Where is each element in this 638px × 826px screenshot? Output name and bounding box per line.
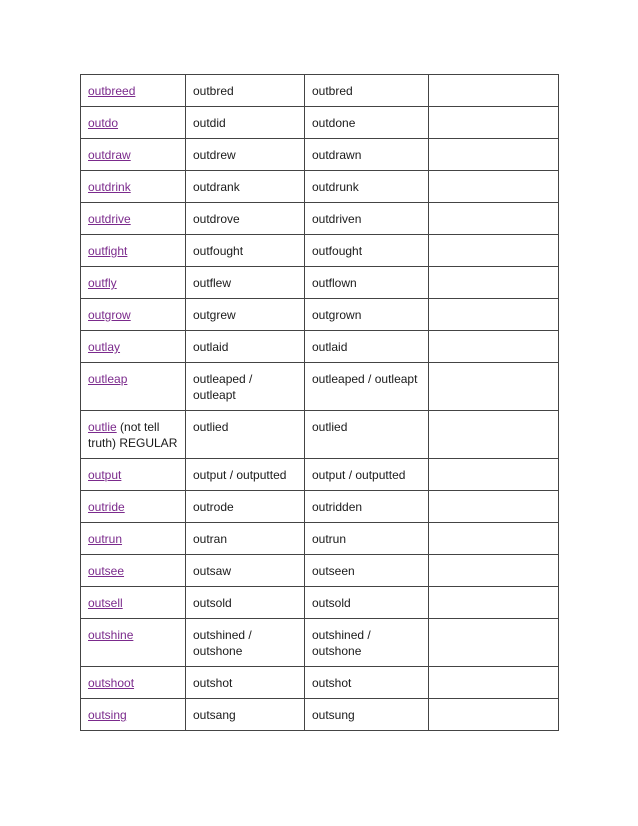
table-row [81, 699, 559, 731]
base-form-cell [81, 619, 186, 667]
verb-link[interactable]: outshine [88, 628, 134, 642]
verb-link[interactable]: outsee [88, 564, 125, 578]
verb-link[interactable]: outfly [88, 276, 117, 290]
verb-link[interactable]: outlie [88, 420, 117, 434]
verb-link[interactable]: outlay [88, 340, 121, 354]
empty-cell [429, 523, 559, 555]
base-form-cell [81, 491, 186, 523]
empty-cell [429, 203, 559, 235]
base-form-cell [81, 299, 186, 331]
past-tense-cell: outsang [186, 699, 305, 731]
empty-cell [429, 459, 559, 491]
past-participle-cell: outdone [305, 107, 429, 139]
past-tense-cell: outdrank [186, 171, 305, 203]
past-tense-cell: outlied [186, 411, 305, 459]
table-row [81, 331, 559, 363]
base-form-cell [81, 699, 186, 731]
table-row [81, 107, 559, 139]
table-row [81, 523, 559, 555]
verb-link[interactable]: outrun [88, 532, 123, 546]
table-row [81, 203, 559, 235]
past-tense-cell: outflew [186, 267, 305, 299]
verb-link[interactable]: outdrink [88, 180, 131, 194]
past-tense-cell: outdid [186, 107, 305, 139]
base-form-cell [81, 363, 186, 411]
base-form-cell [81, 203, 186, 235]
table-row [81, 75, 559, 107]
past-tense-cell: outshined / outshone [186, 619, 305, 667]
past-participle-cell: outlaid [305, 331, 429, 363]
verb-link[interactable]: outbreed [88, 84, 136, 98]
past-participle-cell: outgrown [305, 299, 429, 331]
base-form-cell [81, 523, 186, 555]
past-participle-cell: outleaped / outleapt [305, 363, 429, 411]
past-tense-cell: outsold [186, 587, 305, 619]
past-participle-cell: outsold [305, 587, 429, 619]
empty-cell [429, 555, 559, 587]
past-participle-cell: outbred [305, 75, 429, 107]
past-tense-cell: outbred [186, 75, 305, 107]
empty-cell [429, 267, 559, 299]
verb-link[interactable]: outfight [88, 244, 128, 258]
base-form-cell [81, 171, 186, 203]
empty-cell [429, 107, 559, 139]
empty-cell [429, 587, 559, 619]
verb-link[interactable]: outsell [88, 596, 123, 610]
past-tense-cell: outfought [186, 235, 305, 267]
base-form-cell [81, 555, 186, 587]
past-participle-cell: outshot [305, 667, 429, 699]
past-participle-cell: outrun [305, 523, 429, 555]
past-tense-cell: outsaw [186, 555, 305, 587]
past-tense-cell: outshot [186, 667, 305, 699]
past-participle-cell: outdrawn [305, 139, 429, 171]
empty-cell [429, 75, 559, 107]
table-row [81, 171, 559, 203]
base-form-cell [81, 587, 186, 619]
past-participle-cell: outseen [305, 555, 429, 587]
empty-cell [429, 299, 559, 331]
base-form-cell [81, 75, 186, 107]
past-participle-cell: outshined / outshone [305, 619, 429, 667]
past-tense-cell: outran [186, 523, 305, 555]
base-form-cell [81, 411, 186, 459]
past-tense-cell: outdrove [186, 203, 305, 235]
empty-cell [429, 331, 559, 363]
verb-link[interactable]: outdrive [88, 212, 131, 226]
past-tense-cell: outleaped / outleapt [186, 363, 305, 411]
irregular-verbs-table [80, 74, 559, 731]
empty-cell [429, 491, 559, 523]
verb-link[interactable]: outleap [88, 372, 128, 386]
verb-note: (not tell truth) REGULAR [88, 420, 178, 450]
verb-link[interactable]: output [88, 468, 122, 482]
table-row [81, 491, 559, 523]
past-participle-cell: outfought [305, 235, 429, 267]
past-tense-cell: outgrew [186, 299, 305, 331]
past-participle-cell: output / outputted [305, 459, 429, 491]
past-tense-cell: outrode [186, 491, 305, 523]
table-row [81, 555, 559, 587]
base-form-cell [81, 667, 186, 699]
past-participle-cell: outsung [305, 699, 429, 731]
verb-link[interactable]: outride [88, 500, 125, 514]
table-row [81, 363, 559, 411]
table-row [81, 619, 559, 667]
verb-link[interactable]: outgrow [88, 308, 131, 322]
table-row [81, 459, 559, 491]
past-tense-cell: output / outputted [186, 459, 305, 491]
verb-link[interactable]: outsing [88, 708, 127, 722]
table-row [81, 411, 559, 459]
empty-cell [429, 139, 559, 171]
past-participle-cell: outridden [305, 491, 429, 523]
past-participle-cell: outdrunk [305, 171, 429, 203]
base-form-cell [81, 331, 186, 363]
table-row [81, 299, 559, 331]
empty-cell [429, 235, 559, 267]
verb-link[interactable]: outdraw [88, 148, 131, 162]
past-tense-cell: outdrew [186, 139, 305, 171]
table-row [81, 267, 559, 299]
base-form-cell [81, 139, 186, 171]
base-form-cell [81, 267, 186, 299]
base-form-cell [81, 235, 186, 267]
past-participle-cell: outlied [305, 411, 429, 459]
empty-cell [429, 619, 559, 667]
verb-link[interactable]: outdo [88, 116, 119, 130]
base-form-cell [81, 459, 186, 491]
past-participle-cell: outflown [305, 267, 429, 299]
empty-cell [429, 667, 559, 699]
table-body [81, 75, 559, 731]
table-row [81, 139, 559, 171]
table-row [81, 667, 559, 699]
table-row [81, 587, 559, 619]
empty-cell [429, 171, 559, 203]
verb-link[interactable]: outshoot [88, 676, 135, 690]
empty-cell [429, 411, 559, 459]
empty-cell [429, 699, 559, 731]
base-form-cell [81, 107, 186, 139]
past-tense-cell: outlaid [186, 331, 305, 363]
past-participle-cell: outdriven [305, 203, 429, 235]
empty-cell [429, 363, 559, 411]
table-row [81, 235, 559, 267]
